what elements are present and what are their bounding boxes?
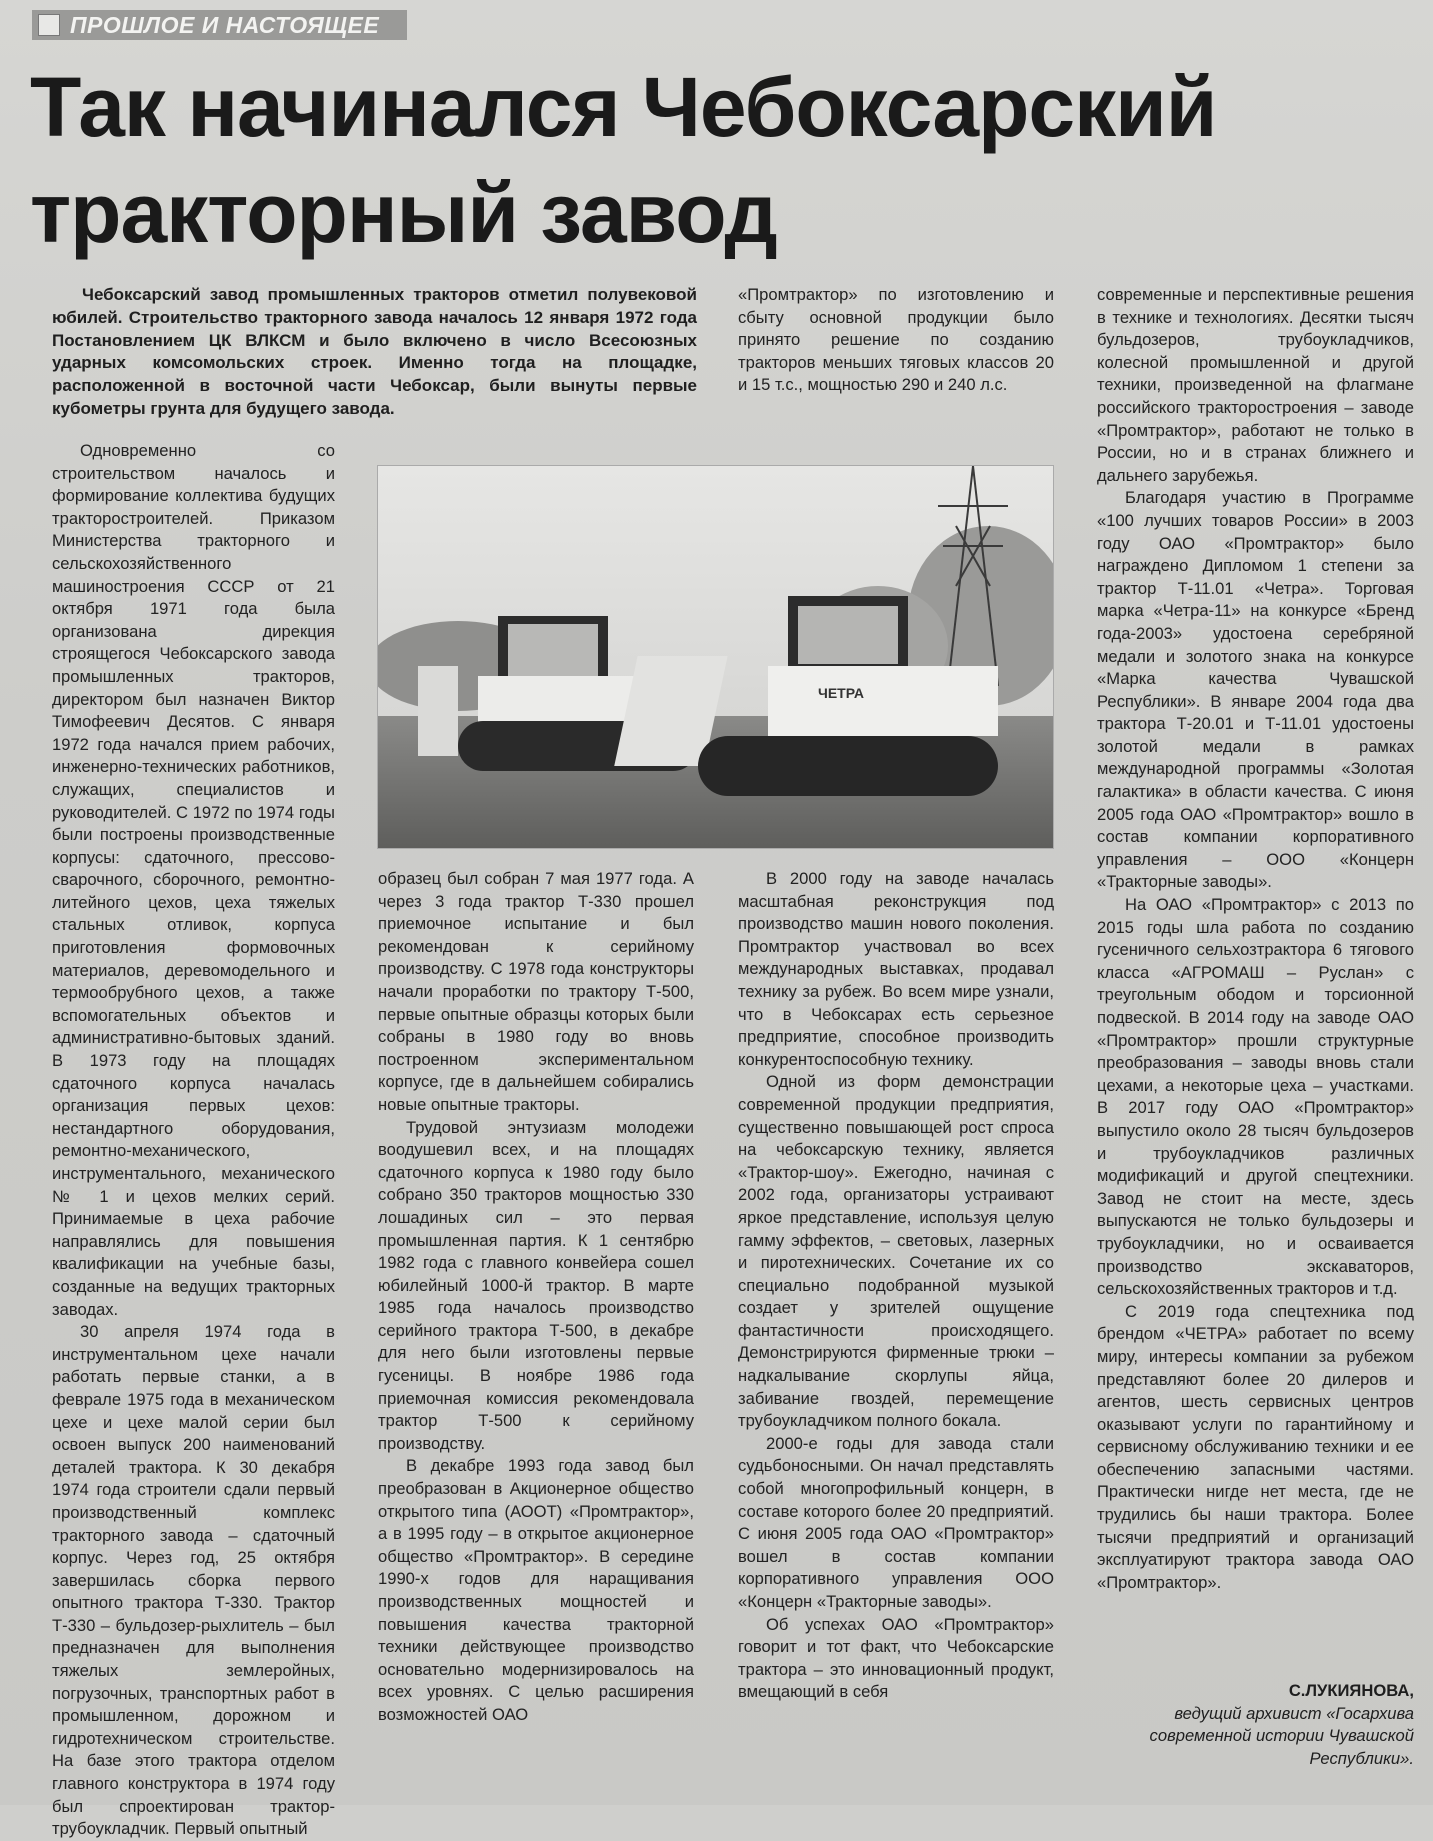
paragraph: «Промтрактор» по изготовлению и сбыту основной продукции было принято решение по созданию тракторов меньших тяговых классов 20 и 15 т.с., мощностью 290 и 240 л.с. — [738, 285, 1054, 395]
paragraph: В 2000 году на заводе началась масштабная реконструкция под производство машин нового поколения. Промтрактор участвовал во всех международных выставках, продавал технику за рубеж. Во всем мире узнали, что в Чебоксарах есть серьезное предприятие, способное производить конкурентоспособную технику. — [738, 869, 1054, 1069]
author-position: ведущий архивист «Госархива современной истории Чувашской Республики». — [1149, 1703, 1414, 1768]
paragraph: В декабре 1993 года завод был преобразован в Акционерное общество открытого типа (АООТ) «Промтрактор», а в 1995 году – в открытое акционерное общество «Промтрактор». В середине 1990-х годов для наращивания производственных мощностей и повышения качества тракторной техники действующее производство основательно модернизировалось на всех уровнях. С целью расширения возможностей ОАО — [378, 1456, 694, 1724]
paragraph: современные и перспективные решения в технике и технологиях. Десятки тысяч бульдозеров, трубоукладчиков, колесной промышленной и другой техники, произведенной на флагмане российского тракторостроения – заводе «Промтрактор», работают не только в России, но и в странах ближнего и дальнего зарубежья. — [1097, 285, 1414, 485]
rubric-square-icon — [38, 14, 60, 36]
article-headline — [30, 54, 1410, 266]
column-3 — [738, 868, 1054, 1704]
tractor-photo-image — [378, 466, 1053, 848]
paragraph: Благодаря участию в Программе «100 лучших товаров России» в 2003 году ОАО «Промтрактор» было награждено Дипломом 1 степени за трактор Т-11.01 «Четра». Торговая марка «Четра-11» на конкурсе «Бренд года-2003» удостоена серебряной медали и золотого знака на конкурсе «Марка качества Чувашской Республики». В январе 2004 года два трактора Т-20.01 и Т-11.01 удостоены золотой медали в рамках международной программы «Золотая галактика» в области качества. С июня 2005 года ОАО «Промтрактор» вошло в состав компании корпоративного управления – ООО «Концерн «Тракторные заводы». — [1097, 488, 1414, 892]
author-signature — [1130, 1680, 1414, 1770]
rubric-label: ПРОШЛОЕ И НАСТОЯЩЕЕ — [70, 11, 380, 38]
paragraph: Одной из форм демонстрации современной продукции предприятия, существенно повышающей рост спроса на чебоксарскую технику, является «Трактор-шоу». Ежегодно, начиная с 2002 года, организаторы устраивают яркое представление, используя целую гамму эффектов, – световых, лазерных и пиротехнических. Сочетание их со специально подобранной музыкой создает у зрителей ощущение фантастичности происходящего. Демонстрируются фирменные трюки – надкалывание скорлупы яйца, забивание гвоздей, перемещение трубоукладчиком полного бокала. — [738, 1072, 1054, 1431]
column-1 — [52, 440, 335, 1841]
tractor-label: ЧЕТРА — [818, 685, 864, 701]
paragraph: 30 апреля 1974 года в инструментальном цехе начали работать первые станки, а в феврале 1975 года в механическом цехе и цехе малой серии был освоен выпуск 200 наименований деталей трактора. К 30 декабря 1974 года строители сдали первый производственный комплекс тракторного завода – сдаточный корпус. Через год, 25 октября завершилась сборка первого опытного трактора Т-330. Трактор Т-330 – бульдозер-рыхлитель – был предназначен для выполнения тяжелых землеройных, погрузочных, транспортных работ в промышленном, дорожном и гидротехническом строительстве. На базе этого трактора отделом главного конструктора в 1974 году был спроектирован трактор-трубоукладчик. Первый опытный — [52, 1322, 335, 1839]
column-2-top — [738, 284, 1054, 397]
rubric-bar — [32, 10, 407, 40]
author-name: С.ЛУКИЯНОВА, — [1288, 1681, 1414, 1700]
paragraph: образец был собран 7 мая 1977 года. А через 3 года трактор Т-330 прошел приемочное испытание и был рекомендован к серийному производству. С 1978 года конструкторы начали проработки по трактору Т-500, первые опытные образцы которых были собраны в 1980 году во вновь построенном экспериментальном корпусе, где в дальнейшем собирались новые опытные тракторы. — [378, 869, 694, 1114]
tractor-photo — [377, 465, 1054, 849]
paragraph: Одновременно со строительством началось и формирование коллектива будущих тракторостроителей. Приказом Министерства тракторного и сельскохозяйственного машиностроения СССР от 21 октября 1971 года была организована дирекция строящегося Чебоксарского завода промышленных тракторов, директором был назначен Виктор Тимофеевич Десятов. С января 1972 года начался прием рабочих, инженерно-технических работников, служащих, специалистов и руководителей. С 1972 по 1974 годы были построены производственные корпусы: сдаточного, прессово-сварочного, сборочного, ремонтно-литейного цехов, цеха тяжелых стальных отливок, корпуса приготовления формовочных материалов, деревомодельного и термообрубного цехов, а также вспомогательных объектов и административно-бытовых зданий. В 1973 году на площадях сдаточного корпуса началась организация первых цехов: нестандартного оборудования, ремонтно-механического, инструментального, механического № 1 и цехов мелких серий. Принимаемые в цеха рабочие направлялись для повышения квалификации на учебные базы, созданные на ведущих тракторных заводах. — [52, 441, 335, 1319]
column-4 — [1097, 284, 1414, 1594]
headline-line-1: Так начинался Чебоксарский — [30, 60, 1217, 154]
column-2-bottom — [378, 868, 694, 1727]
lead-paragraph: Чебоксарский завод промышленных тракторов отметил полувековой юбилей. Строительство тракторного завода началось 12 января 1972 года Постановлением ЦК ВЛКСМ и было включено в число Всесоюзных ударных комсомольских строек. Именно тогда на площадке, расположенной в восточной части Чебоксар, были вынуты первые кубометры грунта для будущего завода. — [52, 285, 697, 418]
paragraph: На ОАО «Промтрактор» с 2013 по 2015 годы шла работа по созданию гусеничного сельхозтрактора 6 тягового класса «АГРОМАШ – Руслан» с треугольным ободом и торсионной подвеской. В 2014 году на заводе ОАО «Промтрактор» прошли структурные преобразования – заводы вновь стали цехами, а некоторые цеха – участками. В 2017 году ОАО «Промтрактор» выпустило около 28 тысяч бульдозеров и трубоукладчиков различных модификаций и другой спецтехники. Завод не стоит на месте, здесь выпускаются не только бульдозеры и трубоукладчики, но и осваивается производство экскаваторов, сельскохозяйственных тракторов и т.д. — [1097, 895, 1414, 1299]
paragraph: 2000-е годы для завода стали судьбоносными. Он начал представлять собой многопрофильный концерн, в составе которого более 20 предприятий. С июня 2005 года ОАО «Промтрактор» вошел в состав компании корпоративного управления ООО «Концерн «Тракторные заводы». — [738, 1433, 1054, 1611]
headline-line-2: тракторный завод — [30, 166, 777, 260]
paragraph: С 2019 года спецтехника под брендом «ЧЕТРА» работает по всему миру, интересы компании за рубежом представляют более 20 дилеров и агентов, шесть сервисных центров оказывают услуги по гарантийному и сервисному обслуживанию техники и ее обеспечению запасными частями. Практически нигде нет места, где не трудились бы наши трактора. Более тысячи предприятий и организаций эксплуатируют трактора завода ОАО «Промтрактор». — [1097, 1301, 1414, 1592]
paragraph: Трудовой энтузиазм молодежи воодушевил всех, и на площадях сдаточного корпуса к 1980 году было собрано 350 тракторов мощностью 330 лошадиных сил – это первая промышленная партия. К 1 сентябрю 1982 года с главного конвейера сошел юбилейный 1000-й трактор. В марте 1985 года началось производство серийного трактора Т-500, в декабре для него были изготовлены первые гусеницы. В ноябре 1986 года приемочная комиссия рекомендовала трактор Т-500 к серийному производству. — [378, 1117, 694, 1453]
article-lead — [52, 284, 697, 421]
paragraph: Об успехах ОАО «Промтрактор» говорит и тот факт, что Чебоксарские трактора – это инновационный продукт, вмещающий в себя — [738, 1614, 1054, 1702]
